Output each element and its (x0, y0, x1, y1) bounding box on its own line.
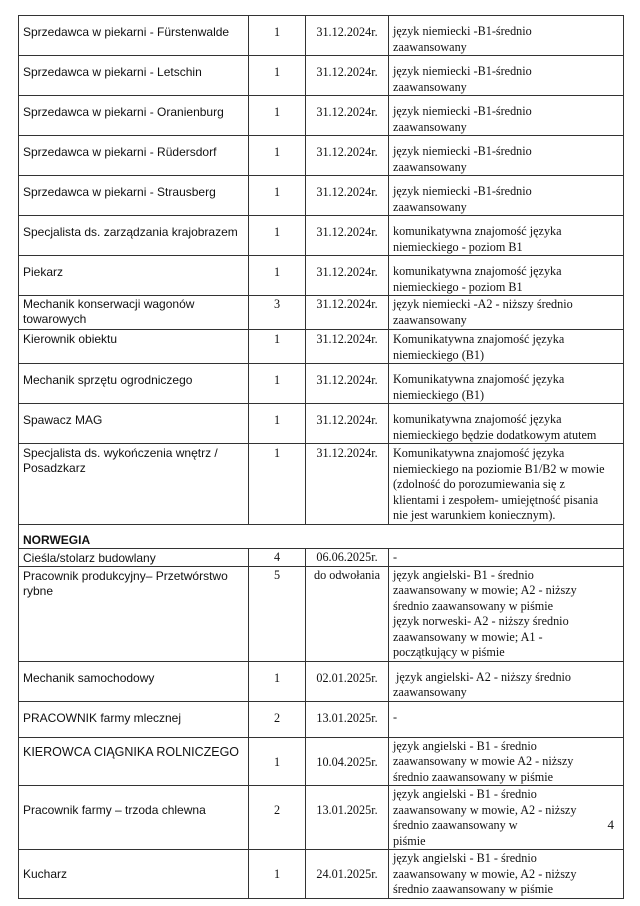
country-name: NORWEGIA (19, 524, 624, 548)
language-line: zaawansowany (393, 685, 467, 699)
language-line: komunikatywna znajomość języka (393, 224, 562, 238)
position-name: Sprzedawca w piekarni - Rüdersdorf (19, 136, 249, 176)
deadline-date: 31.12.2024r. (306, 404, 389, 444)
table-row (19, 136, 624, 176)
language-line: komunikatywna znajomość języka (393, 412, 562, 426)
vacancy-count: 2 (249, 786, 306, 850)
language-line: niemieckiego na poziomie B1/B2 w mowie (393, 461, 605, 476)
table-row (19, 661, 624, 701)
language-line: komunikatywna znajomość języka (393, 264, 562, 278)
vacancy-count: 1 (249, 737, 306, 786)
language-line: nie jest warunkiem koniecznym). (393, 508, 556, 522)
vacancy-count: 1 (249, 444, 306, 525)
language-requirement (389, 444, 624, 525)
language-line: język niemiecki -B1-średnio (393, 24, 532, 38)
deadline-date: 24.01.2025r. (306, 850, 389, 899)
position-name: Mechanik sprzętu ogrodniczego (19, 364, 249, 404)
position-name: Pracownik farmy – trzoda chlewna (19, 786, 249, 850)
language-requirement (389, 786, 624, 850)
vacancy-count: 4 (249, 548, 306, 566)
language-requirement (389, 548, 624, 566)
language-line: zaawansowany w mowie; A2 - niższy (393, 583, 577, 597)
language-line: zaawansowany (393, 159, 467, 174)
vacancy-count: 1 (249, 96, 306, 136)
table-row (19, 444, 624, 525)
deadline-date: 31.12.2024r. (306, 176, 389, 216)
language-line: zaawansowany w mowie; A1 - (393, 629, 543, 644)
language-line: zaawansowany w mowie, A2 - niższy (393, 866, 577, 881)
language-requirement (389, 737, 624, 786)
vacancy-count: 5 (249, 566, 306, 661)
deadline-date: 31.12.2024r. (306, 296, 389, 330)
page-number: 4 (607, 817, 614, 832)
table-row (19, 404, 624, 444)
language-line: zaawansowany (393, 39, 467, 54)
language-requirement (389, 256, 624, 296)
table-row (19, 256, 624, 296)
language-line: język angielski - B1 - średnio (393, 787, 537, 801)
deadline-date: 31.12.2024r. (306, 16, 389, 56)
position-name: Specjalista ds. zarządzania krajobrazem (19, 216, 249, 256)
position-name: Piekarz (19, 256, 249, 296)
language-line: niemieckiego (B1) (393, 347, 485, 362)
language-line: zaawansowany w mowie, A2 - niższy (393, 802, 577, 817)
table-row (19, 16, 624, 56)
language-requirement (389, 701, 624, 737)
language-requirement (389, 136, 624, 176)
vacancy-count: 1 (249, 850, 306, 899)
language-line: zaawansowany (393, 119, 467, 134)
language-line: - (393, 549, 398, 564)
position-name: Cieśla/stolarz budowlany (19, 548, 249, 566)
language-line: średnio zaawansowany w piśmie (393, 598, 554, 613)
vacancy-count: 1 (249, 56, 306, 96)
language-requirement (389, 56, 624, 96)
language-requirement (389, 661, 624, 701)
table-row (19, 548, 624, 566)
language-line: Komunikatywna znajomość języka (393, 332, 565, 346)
language-requirement (389, 296, 624, 330)
position-name: Sprzedawca w piekarni - Strausberg (19, 176, 249, 216)
language-line: niemieckiego - poziom B1 (393, 239, 523, 254)
language-line: zaawansowany (393, 312, 467, 327)
position-name: Kucharz (19, 850, 249, 899)
language-line: średnio zaawansowany w piśmie (393, 882, 554, 896)
deadline-date: 31.12.2024r. (306, 256, 389, 296)
language-line: niemieckiego (B1) (393, 387, 485, 402)
position-name: Specjalista ds. wykończenia wnętrz / Posadzkarz (19, 444, 249, 525)
deadline-date: 31.12.2024r. (306, 136, 389, 176)
language-line: (zdolność do porozumiewania się z (393, 477, 565, 491)
language-line: klientami i zespołem- umiejętność pisania (393, 492, 599, 507)
table-row (19, 330, 624, 364)
language-line: niemieckiego - poziom B1 (393, 279, 523, 294)
position-name: Sprzedawca w piekarni - Letschin (19, 56, 249, 96)
deadline-date: 31.12.2024r. (306, 444, 389, 525)
position-name: Mechanik konserwacji wagonów towarowych (19, 296, 249, 330)
language-requirement (389, 330, 624, 364)
deadline-date: 31.12.2024r. (306, 56, 389, 96)
language-requirement (389, 404, 624, 444)
deadline-date: 31.12.2024r. (306, 330, 389, 364)
language-line: język angielski - B1 - średnio (393, 851, 537, 865)
language-line: - (393, 709, 398, 724)
table-row (19, 96, 624, 136)
language-requirement (389, 16, 624, 56)
position-name: Sprzedawca w piekarni - Oranienburg (19, 96, 249, 136)
vacancy-count: 2 (249, 701, 306, 737)
language-requirement (389, 176, 624, 216)
vacancy-count: 1 (249, 364, 306, 404)
table-row (19, 701, 624, 737)
table-row (19, 296, 624, 330)
table-row (19, 176, 624, 216)
vacancy-count: 1 (249, 404, 306, 444)
position-name: Pracownik produkcyjny– Przetwórstwo rybne (19, 566, 249, 661)
position-name: Sprzedawca w piekarni - Fürstenwalde (19, 16, 249, 56)
language-line: zaawansowany w mowie A2 - niższy (393, 754, 574, 768)
language-line: zaawansowany (393, 79, 467, 94)
vacancy-count: 1 (249, 661, 306, 701)
language-line: piśmie (393, 833, 426, 848)
language-line: początkujący w piśmie (393, 645, 505, 659)
position-name: PRACOWNIK farmy mlecznej (19, 701, 249, 737)
language-line: Komunikatywna znajomość języka (393, 372, 565, 386)
position-name: Mechanik samochodowy (19, 661, 249, 701)
table-body (19, 16, 624, 899)
vacancy-count: 1 (249, 330, 306, 364)
language-requirement (389, 216, 624, 256)
deadline-date: do odwołania (306, 566, 389, 661)
language-line: język niemiecki -B1-średnio (393, 184, 532, 198)
table-row (19, 56, 624, 96)
deadline-date: 10.04.2025r. (306, 737, 389, 786)
deadline-date: 13.01.2025r. (306, 701, 389, 737)
deadline-date: 13.01.2025r. (306, 786, 389, 850)
deadline-date: 06.06.2025r. (306, 548, 389, 566)
table-row (19, 364, 624, 404)
language-line: język angielski- B1 - średnio (393, 567, 534, 582)
language-requirement (389, 364, 624, 404)
deadline-date: 02.01.2025r. (306, 661, 389, 701)
vacancy-count: 1 (249, 136, 306, 176)
position-name: KIEROWCA CIĄGNIKA ROLNICZEGO (19, 737, 249, 786)
language-line: średnio zaawansowany w piśmie (393, 769, 554, 784)
deadline-date: 31.12.2024r. (306, 216, 389, 256)
language-line: język niemiecki -B1-średnio (393, 104, 532, 118)
language-line: język niemiecki -A2 - niższy średnio (393, 297, 573, 311)
language-line: język angielski- A2 - niższy średnio (393, 669, 572, 684)
language-line: język niemiecki -B1-średnio (393, 64, 532, 78)
language-line: język angielski - B1 - średnio (393, 738, 537, 753)
table-row (19, 786, 624, 850)
language-requirement (389, 850, 624, 899)
language-requirement (389, 566, 624, 661)
table-row (19, 850, 624, 899)
vacancy-count: 1 (249, 216, 306, 256)
deadline-date: 31.12.2024r. (306, 364, 389, 404)
table-row (19, 737, 624, 786)
vacancy-count: 1 (249, 256, 306, 296)
deadline-date: 31.12.2024r. (306, 96, 389, 136)
language-requirement (389, 96, 624, 136)
position-name: Kierownik obiektu (19, 330, 249, 364)
language-line: niemieckiego będzie dodatkowym atutem (393, 427, 597, 442)
country-header-row (19, 524, 624, 548)
language-line: średnio zaawansowany w (393, 818, 518, 832)
job-offers-table (18, 15, 624, 899)
vacancy-count: 1 (249, 16, 306, 56)
position-name: Spawacz MAG (19, 404, 249, 444)
language-line: język norweski- A2 - niższy średnio (393, 614, 569, 628)
table-row (19, 566, 624, 661)
language-line: zaawansowany (393, 199, 467, 214)
language-line: Komunikatywna znajomość języka (393, 446, 565, 460)
vacancy-count: 3 (249, 296, 306, 330)
language-line: język niemiecki -B1-średnio (393, 144, 532, 158)
vacancy-count: 1 (249, 176, 306, 216)
table-row (19, 216, 624, 256)
